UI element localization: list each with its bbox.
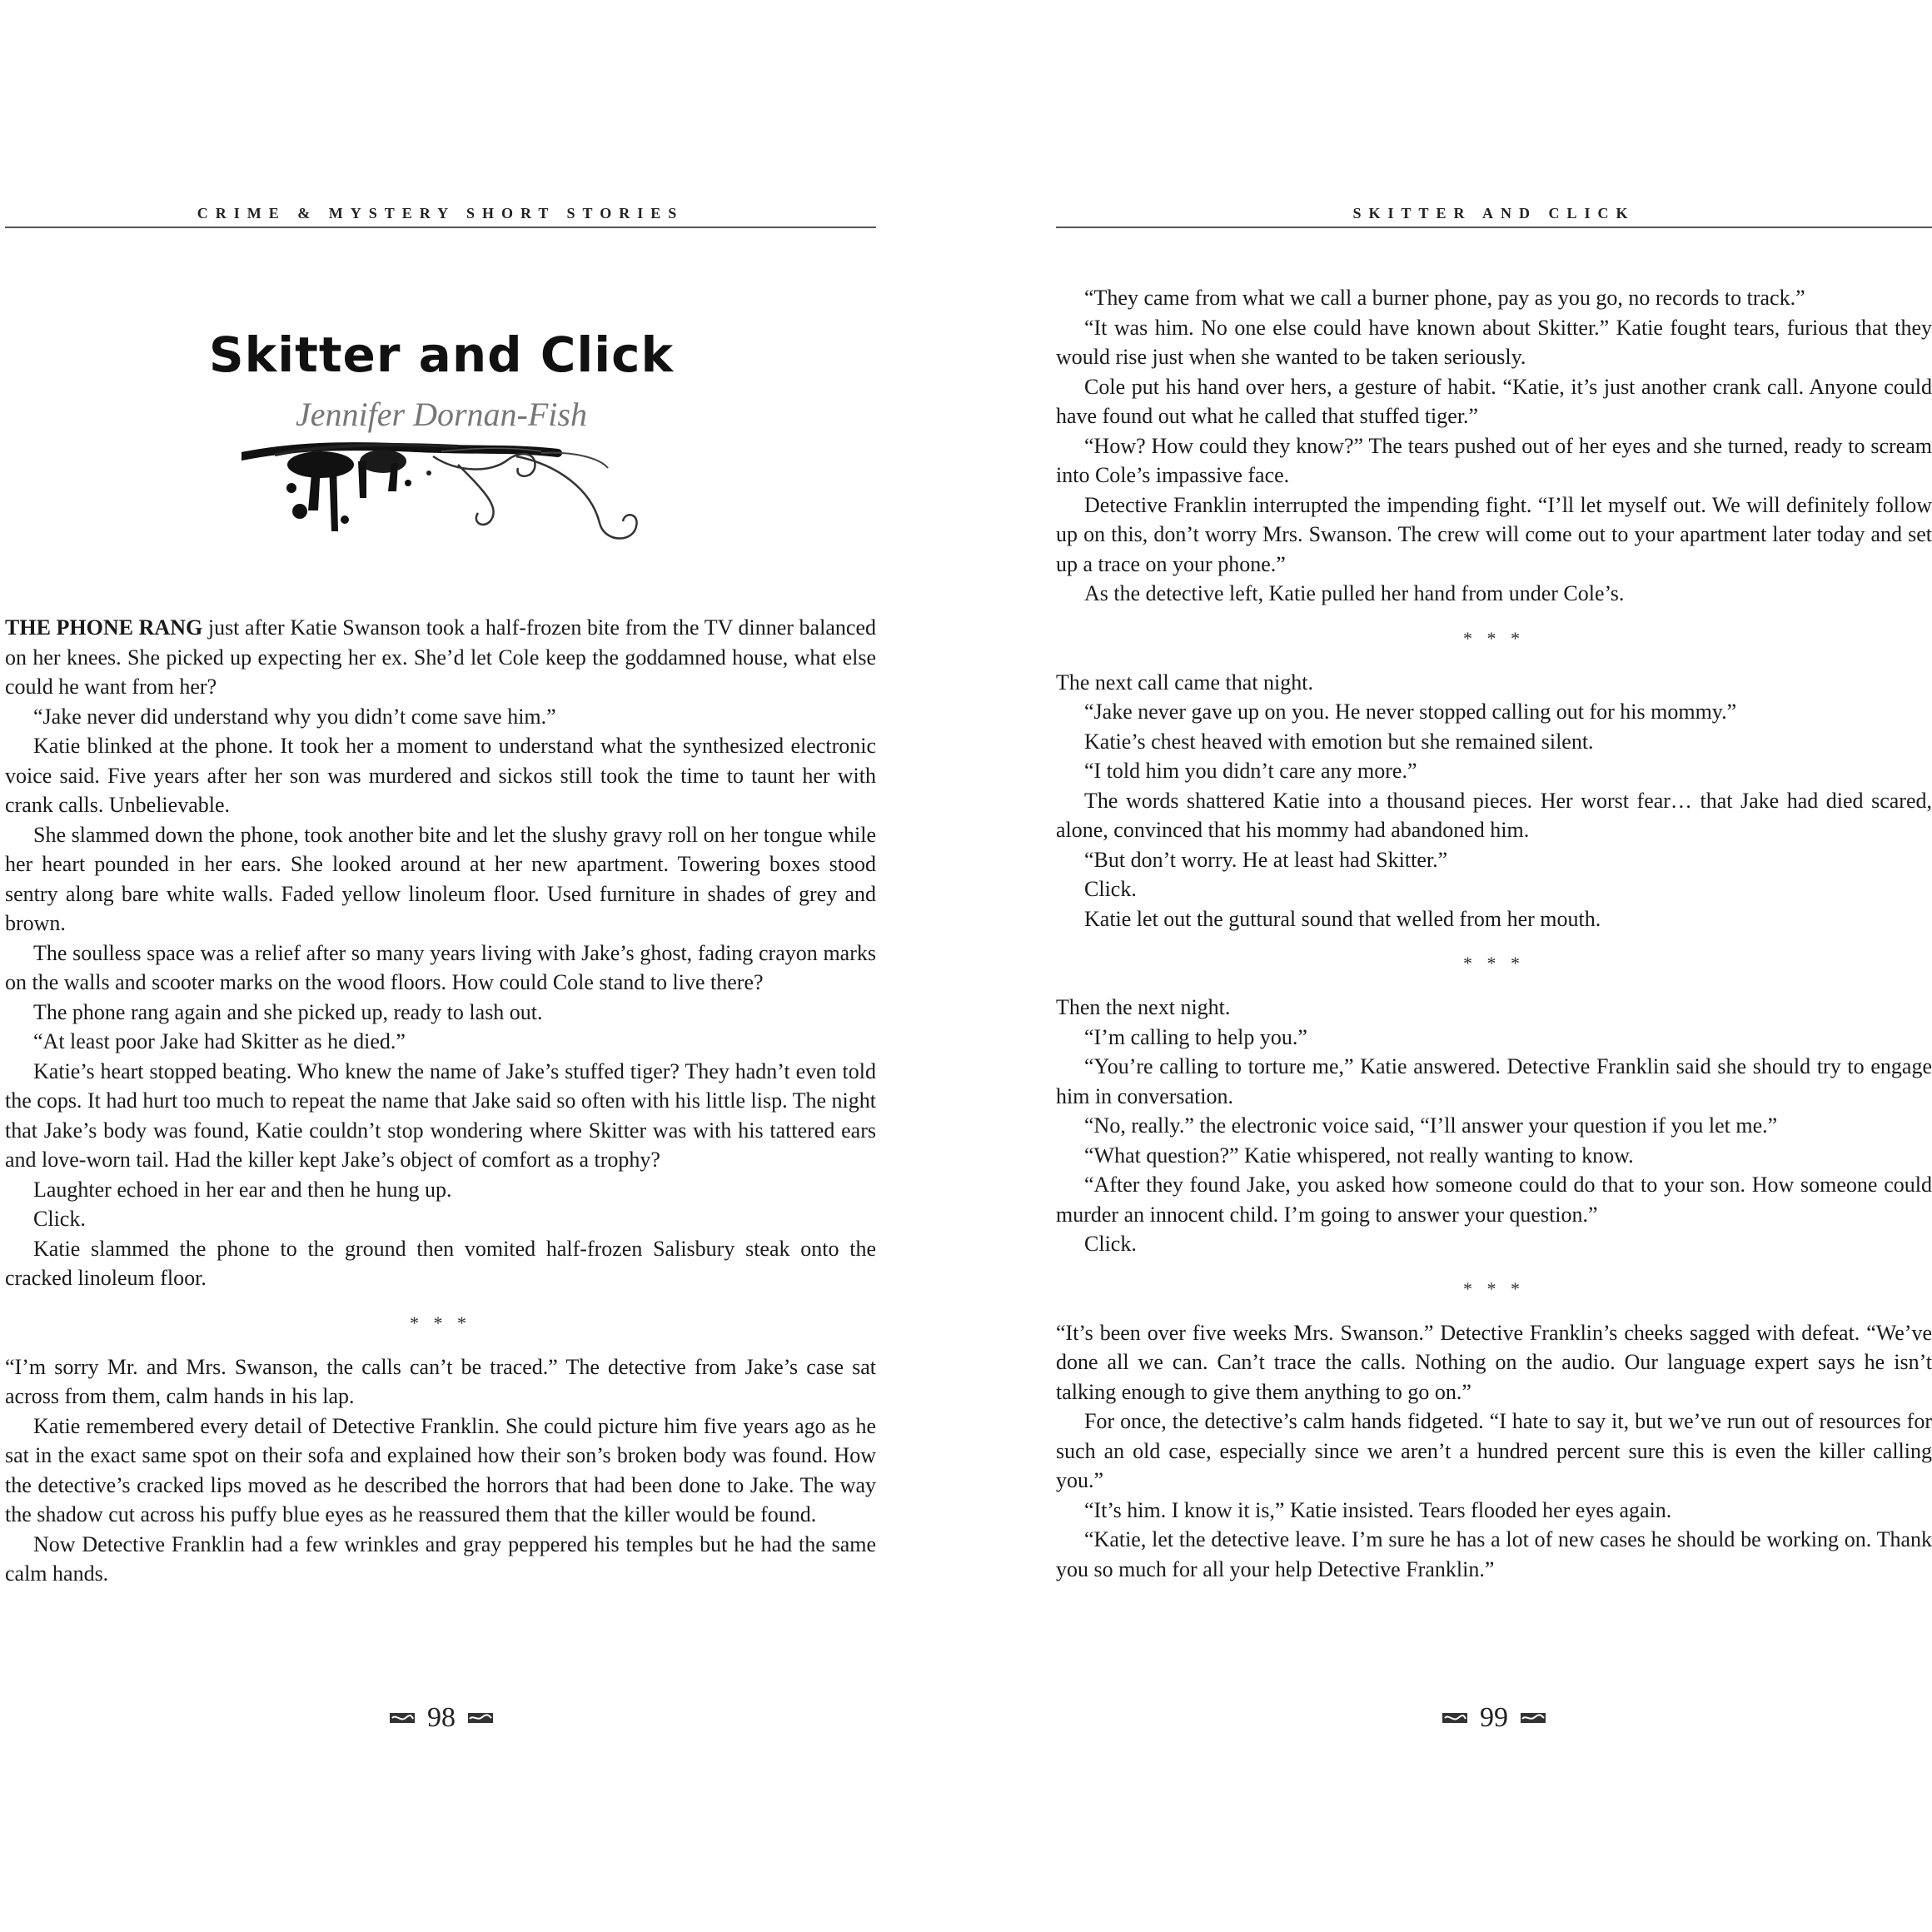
paragraph: As the detective left, Katie pulled her hand from under Cole’s.	[1084, 581, 1625, 605]
paragraph: “You’re calling to torture me,” Katie answered. Detective Franklin said she should try to engage him in conversation.	[1056, 1054, 1932, 1108]
paragraph: Now Detective Franklin had a few wrinkles and gray peppered his temples but he had the same calm hands.	[5, 1531, 876, 1586]
paragraph: Detective Franklin interrupted the impending fight. “I’ll let myself out. We will definitely follow up on this, don’t worry Mrs. Swanson. The crew will come out to your apartment later today and set up a trace on your phone.”	[1056, 492, 1932, 576]
right-page-text	[1056, 283, 1932, 1584]
paragraph: Then the next night.	[1056, 995, 1231, 1019]
paragraph: “Jake never gave up on you. He never stopped calling out for his mommy.”	[1084, 700, 1737, 724]
paragraph: “It was him. No one else could have known about Skitter.” Katie fought tears, furious that they would rise just when she wanted to be taken seriously.	[1056, 315, 1932, 369]
paragraph: The next call came that night.	[1056, 670, 1313, 695]
paragraph: “It’s him. I know it is,” Katie insisted. Tears flooded her eyes again.	[1084, 1497, 1672, 1522]
paragraph: “I’m calling to help you.”	[1084, 1024, 1307, 1049]
folio-ornament-left-icon	[389, 1711, 416, 1725]
chapter-author: Jennifer Dornan-Fish	[296, 396, 587, 433]
running-head-right: SKITTER AND CLICK	[1352, 205, 1636, 222]
scene-break: * * *	[410, 1312, 471, 1333]
paragraph: The words shattered Katie into a thousand pieces. Her worst fear… that Jake had died scared, alone, convinced that his mommy had abandoned him.	[1056, 788, 1932, 842]
running-head-left: CRIME & MYSTERY SHORT STORIES	[197, 205, 685, 222]
page-number-right	[1056, 1702, 1932, 1734]
scene-break: * * *	[1463, 953, 1525, 973]
paragraph: “After they found Jake, you asked how someone could do that to your son. How someone could murder an innocent child. I’m going to answer your question.”	[1056, 1173, 1932, 1227]
page-number-left	[0, 1702, 883, 1734]
paragraph: “But don’t worry. He at least had Skitter.”	[1084, 847, 1448, 872]
header-rule-left	[5, 227, 876, 228]
opening-paragraph-rest: just after Katie Swanson took a half-frozen bite from the TV dinner balanced on her knees. She picked up expecting her ex. She’d let Cole keep the goddamned house, what else could he want from her?	[5, 615, 876, 699]
folio-ornament-right-icon	[467, 1711, 494, 1725]
paragraph: Katie slammed the phone to the ground then vomited half-frozen Salisbury steak onto the cracked linoleum floor.	[5, 1236, 876, 1290]
paragraph: Click.	[1084, 877, 1137, 901]
paragraph: For once, the detective’s calm hands fidgeted. “I hate to say it, but we’ve run out of resources for such an old case, especially since we aren’t a hundred percent sure this is even the killer calling you.”	[1056, 1409, 1932, 1492]
paragraph: Katie let out the guttural sound that welled from her mouth.	[1084, 906, 1601, 931]
folio-ornament-left-icon	[1442, 1711, 1468, 1725]
lead-in: THE PHONE RANG	[5, 615, 203, 640]
page-number: 98	[427, 1702, 456, 1733]
paragraph: Katie blinked at the phone. It took her a moment to understand what the synthesized electronic voice said. Five years after her son was murdered and sickos still took the time to taunt her with crank calls. Unbelievable.	[5, 734, 876, 817]
opening-paragraph	[5, 613, 876, 702]
left-page-text	[5, 613, 876, 1589]
paragraph: Click.	[33, 1207, 86, 1231]
paragraph: Laughter echoed in her ear and then he hung up.	[33, 1177, 452, 1202]
paragraph: “I told him you didn’t care any more.”	[1084, 759, 1417, 783]
paragraph: The soulless space was a relief after so many years living with Jake’s ghost, fading crayon marks on the walls and scooter marks on the wood floors. How could Cole stand to live there?	[5, 940, 876, 994]
paragraph: “I’m sorry Mr. and Mrs. Swanson, the calls can’t be traced.” The detective from Jake’s case sat across from them, calm hands in his lap.	[5, 1354, 876, 1408]
scene-break: * * *	[1463, 627, 1525, 649]
paragraph: “They came from what we call a burner phone, pay as you go, no records to track.”	[1084, 286, 1805, 310]
ink-splatter-flourish-icon	[242, 440, 658, 548]
chapter-title: Skitter and Click	[208, 326, 675, 383]
header-rule-right	[1056, 227, 1932, 228]
paragraph: “Jake never did understand why you didn’t come save him.”	[33, 704, 556, 729]
paragraph: “No, really.” the electronic voice said, “I’ll answer your question if you let me.”	[1084, 1113, 1778, 1138]
page-number: 99	[1480, 1702, 1508, 1733]
folio-ornament-right-icon	[1520, 1711, 1546, 1725]
paragraph: “At least poor Jake had Skitter as he died.”	[33, 1029, 406, 1053]
paragraph: Cole put his hand over hers, a gesture of habit. “Katie, it’s just another crank call. Anyone could have found out what he called that stuffed tiger.”	[1056, 374, 1932, 428]
paragraph: Katie’s chest heaved with emotion but she remained silent.	[1084, 729, 1594, 754]
scene-break: * * *	[1463, 1277, 1525, 1299]
left-page	[0, 0, 883, 1932]
paragraph: She slammed down the phone, took another bite and let the slushy gravy roll on her tongue while her heart pounded in her ears. She looked around at her new apartment. Towering boxes stood sentry along bare white walls. Faded yellow linoleum floor. Used furniture in shades of grey and brown.	[5, 822, 876, 935]
paragraph: “Katie, let the detective leave. I’m sure he has a lot of new cases he should be working on. Thank you so much for all your help Detective Franklin.”	[1056, 1527, 1932, 1581]
paragraph: “What question?” Katie whispered, not really wanting to know.	[1084, 1143, 1634, 1168]
paragraph: The phone rang again and she picked up, ready to lash out.	[33, 999, 543, 1024]
paragraph: Click.	[1084, 1232, 1137, 1256]
paragraph: Katie’s heart stopped beating. Who knew the name of Jake’s stuffed tiger? They hadn’t even told the cops. It had hurt too much to repeat the name that Jake said so often with his little lisp. The night that Jake’s body was found, Katie couldn’t stop wondering where Skitter was with his tattered ears and love-worn tail. Had the killer kept Jake’s object of comfort as a trophy?	[5, 1058, 876, 1172]
paragraph: “How? How could they know?” The tears pushed out of her eyes and she turned, ready to scream into Cole’s impassive face.	[1056, 433, 1932, 487]
paragraph: “It’s been over five weeks Mrs. Swanson.” Detective Franklin’s cheeks sagged with defeat. “We’ve done all we can. Can’t trace the calls. Nothing on the audio. Our language expert says he isn’t talking enough to give them anything to go on.”	[1056, 1320, 1932, 1404]
right-page	[1056, 0, 1932, 1932]
paragraph: Katie remembered every detail of Detective Franklin. She could picture him five years ago as he sat in the exact same spot on their sofa and explained how their son’s broken body was found. How the detective’s cracked lips moved as he described the horrors that had been done to Jake. The way the shadow cut across his puffy blue eyes as he reassured them that the killer would be found.	[5, 1413, 876, 1526]
